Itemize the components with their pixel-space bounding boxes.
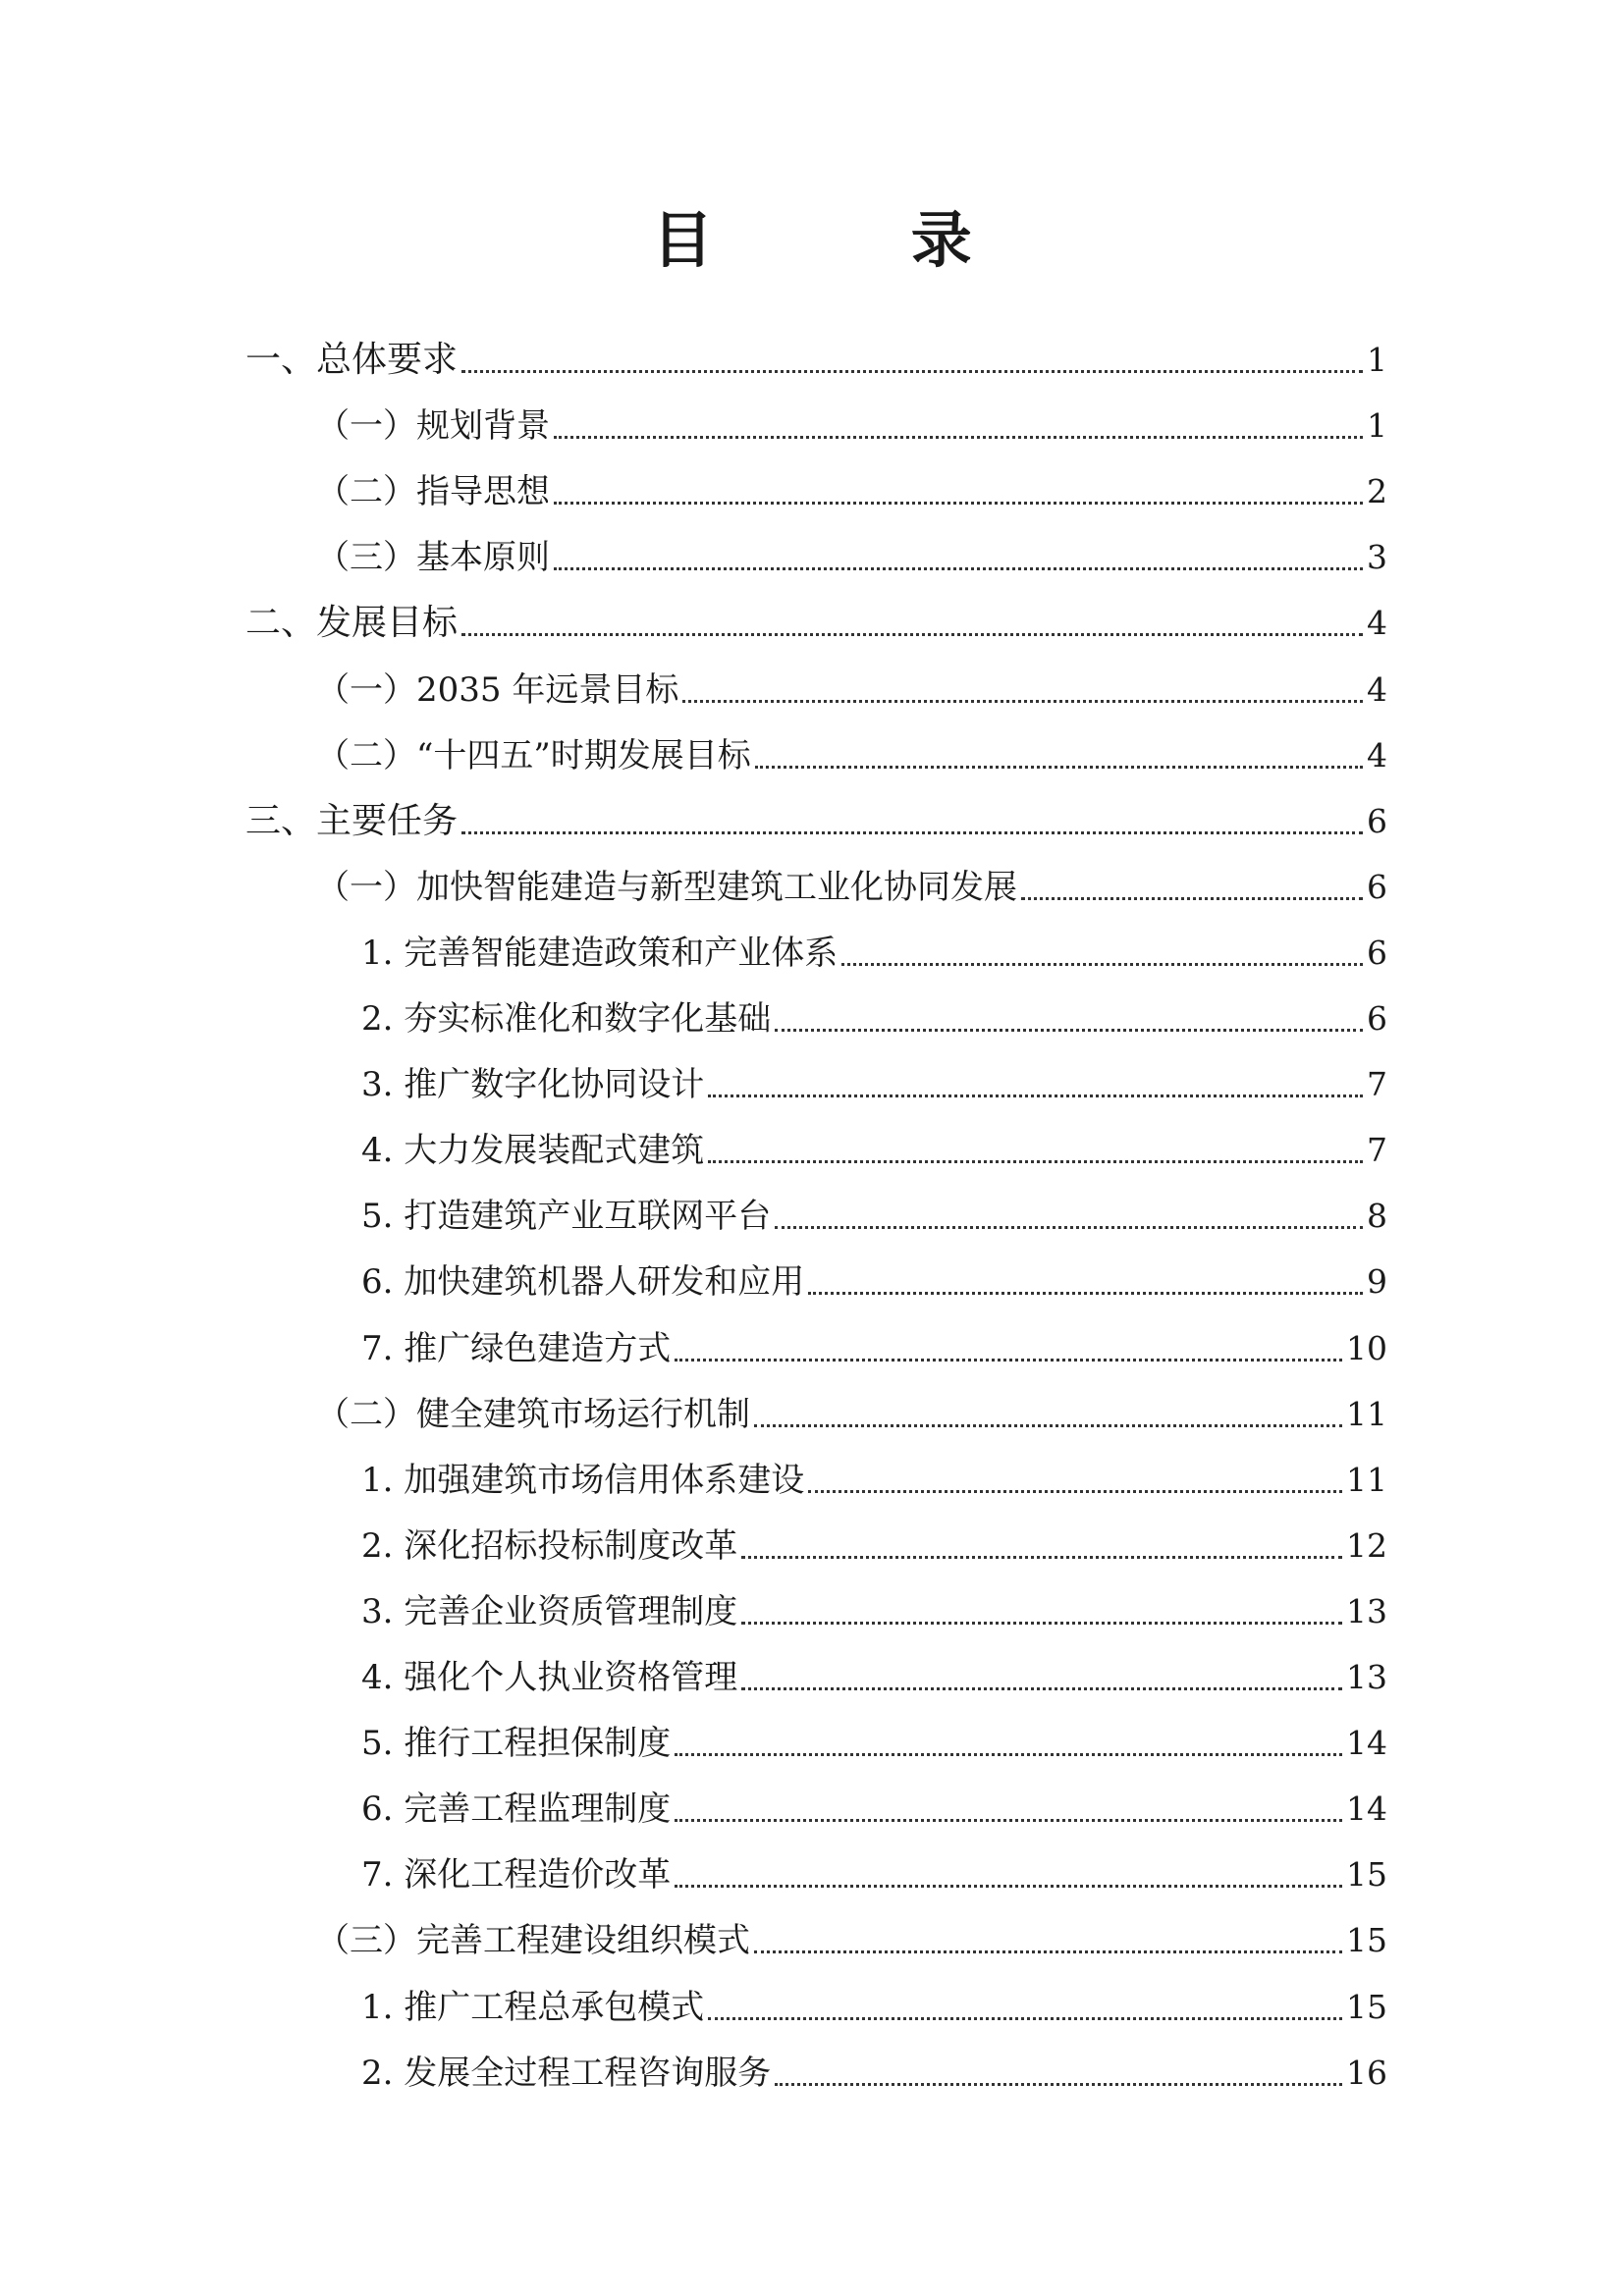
toc-entry[interactable] bbox=[361, 1060, 1387, 1109]
toc-entry-label: （二）健全建筑市场运行机制 bbox=[316, 1394, 750, 1434]
toc-entry-label: 三、主要任务 bbox=[245, 800, 459, 841]
toc-entry[interactable] bbox=[316, 731, 1387, 780]
toc-entry[interactable] bbox=[361, 1785, 1387, 1834]
toc-entry-label: 2. 发展全过程工程咨询服务 bbox=[361, 2053, 772, 2093]
toc-page-number: 1 bbox=[1367, 341, 1387, 379]
toc-page-number: 7 bbox=[1367, 1131, 1387, 1170]
toc-entry-label: 2. 深化招标投标制度改革 bbox=[361, 1525, 738, 1566]
toc-dot-leader bbox=[675, 1752, 1342, 1756]
toc-page-number: 7 bbox=[1367, 1065, 1387, 1104]
toc-entry[interactable] bbox=[361, 1983, 1387, 2032]
toc-entry[interactable] bbox=[361, 1324, 1387, 1373]
toc-dot-leader bbox=[682, 699, 1363, 703]
toc-page-number: 6 bbox=[1367, 999, 1387, 1038]
toc-entry-label: 6. 完善工程监理制度 bbox=[361, 1789, 672, 1830]
toc-entry[interactable] bbox=[361, 1126, 1387, 1175]
toc-dot-leader bbox=[675, 1884, 1342, 1888]
toc-entry-label: 3. 推广数字化协同设计 bbox=[361, 1065, 705, 1105]
toc-entry[interactable] bbox=[316, 863, 1387, 912]
toc-entry[interactable] bbox=[361, 1587, 1387, 1636]
toc-page-number: 4 bbox=[1367, 735, 1387, 774]
toc-dot-leader bbox=[554, 566, 1363, 570]
toc-entry-label: 4. 强化个人执业资格管理 bbox=[361, 1658, 738, 1697]
toc-entry[interactable] bbox=[361, 1192, 1387, 1241]
toc-page-number: 12 bbox=[1346, 1525, 1387, 1565]
toc-entry[interactable] bbox=[245, 599, 1387, 648]
toc-entry[interactable] bbox=[316, 1390, 1387, 1439]
toc-entry[interactable] bbox=[245, 797, 1387, 846]
page-title: 目 录 bbox=[652, 204, 1060, 276]
toc-page-number: 15 bbox=[1346, 1987, 1387, 2026]
toc-entry[interactable] bbox=[361, 994, 1387, 1043]
toc-entry[interactable] bbox=[316, 401, 1387, 451]
toc-page-number: 1 bbox=[1367, 406, 1387, 446]
toc-entry-label: （二）指导思想 bbox=[316, 472, 550, 512]
toc-entry-label: 一、总体要求 bbox=[245, 340, 459, 380]
toc-entry-label: （一）规划背景 bbox=[316, 406, 550, 447]
toc-page-number: 9 bbox=[1367, 1262, 1387, 1302]
toc-dot-leader bbox=[741, 1621, 1342, 1625]
toc-page-number: 11 bbox=[1346, 1394, 1387, 1433]
toc-page-number: 13 bbox=[1346, 1591, 1387, 1630]
toc-page-number: 15 bbox=[1346, 1855, 1387, 1895]
toc-page-number: 3 bbox=[1367, 538, 1387, 577]
toc-entry-label: 7. 推广绿色建造方式 bbox=[361, 1328, 672, 1368]
toc-dot-leader bbox=[754, 1949, 1342, 1953]
toc-page-number: 2 bbox=[1367, 472, 1387, 511]
toc-dot-leader bbox=[841, 962, 1363, 966]
toc-entry-label: 二、发展目标 bbox=[245, 603, 459, 644]
toc-entry[interactable] bbox=[361, 2049, 1387, 2098]
toc-entry-label: 7. 深化工程造价改革 bbox=[361, 1855, 672, 1896]
toc-entry-label: 4. 大力发展装配式建筑 bbox=[361, 1131, 705, 1171]
toc-dot-leader bbox=[741, 1686, 1342, 1690]
toc-dot-leader bbox=[741, 1555, 1342, 1559]
toc-entry[interactable] bbox=[361, 1456, 1387, 1505]
toc-entry[interactable] bbox=[361, 1653, 1387, 1702]
toc-entry[interactable] bbox=[361, 1522, 1387, 1571]
toc-entry[interactable] bbox=[316, 666, 1387, 715]
toc-page-number: 6 bbox=[1367, 867, 1387, 906]
toc-entry[interactable] bbox=[361, 1850, 1387, 1899]
toc-dot-leader bbox=[1021, 896, 1363, 900]
toc-dot-leader bbox=[775, 2082, 1342, 2086]
toc-entry-label: 6. 加快建筑机器人研发和应用 bbox=[361, 1262, 805, 1303]
toc-page-number: 14 bbox=[1346, 1789, 1387, 1829]
toc-entry-label: 5. 推行工程担保制度 bbox=[361, 1724, 672, 1764]
toc-dot-leader bbox=[755, 765, 1363, 769]
toc-page-number: 6 bbox=[1367, 933, 1387, 972]
toc-page-number: 14 bbox=[1346, 1724, 1387, 1763]
toc-page-number: 6 bbox=[1367, 801, 1387, 840]
toc-entry-label: （一）2035 年远景目标 bbox=[316, 669, 679, 710]
toc-entry[interactable] bbox=[316, 533, 1387, 582]
toc-entry-label: （一）加快智能建造与新型建筑工业化协同发展 bbox=[316, 867, 1017, 907]
toc-dot-leader bbox=[775, 1028, 1363, 1032]
toc-dot-leader bbox=[708, 1159, 1363, 1163]
toc-entry-label: 5. 打造建筑产业互联网平台 bbox=[361, 1197, 772, 1237]
toc-dot-leader bbox=[675, 1358, 1342, 1362]
toc-page-number: 4 bbox=[1367, 669, 1387, 709]
toc-entry-label: 1. 完善智能建造政策和产业体系 bbox=[361, 933, 839, 973]
toc-entry-label: 1. 推广工程总承包模式 bbox=[361, 1987, 705, 2027]
toc-page-number: 4 bbox=[1367, 604, 1387, 643]
toc-page-number: 13 bbox=[1346, 1658, 1387, 1696]
toc-entry[interactable] bbox=[245, 336, 1387, 385]
toc-dot-leader bbox=[554, 435, 1363, 439]
toc-entry[interactable] bbox=[361, 929, 1387, 978]
toc-entry-label: 1. 加强建筑市场信用体系建设 bbox=[361, 1460, 805, 1500]
toc-entry-label: （二）“十四五”时期发展目标 bbox=[316, 735, 751, 775]
toc-dot-leader bbox=[808, 1489, 1342, 1493]
toc-dot-leader bbox=[461, 632, 1363, 636]
toc-entry-label: （三）完善工程建设组织模式 bbox=[316, 1921, 750, 1961]
toc-dot-leader bbox=[775, 1225, 1363, 1229]
toc-dot-leader bbox=[708, 2016, 1342, 2020]
toc-dot-leader bbox=[461, 369, 1363, 373]
toc-dot-leader bbox=[754, 1423, 1342, 1427]
toc-dot-leader bbox=[461, 830, 1363, 834]
toc-page-number: 8 bbox=[1367, 1197, 1387, 1236]
toc-entry[interactable] bbox=[316, 1916, 1387, 1965]
toc-entry-label: 2. 夯实标准化和数字化基础 bbox=[361, 999, 772, 1039]
toc-page-number: 16 bbox=[1346, 2053, 1387, 2092]
toc-entry[interactable] bbox=[361, 1719, 1387, 1768]
toc-dot-leader bbox=[554, 501, 1363, 505]
toc-entry-label: （三）基本原则 bbox=[316, 538, 550, 578]
toc-entry[interactable] bbox=[316, 467, 1387, 516]
toc-dot-leader bbox=[808, 1291, 1363, 1295]
toc-entry[interactable] bbox=[361, 1257, 1387, 1307]
toc-page-number: 11 bbox=[1346, 1460, 1387, 1499]
toc-dot-leader bbox=[708, 1094, 1363, 1097]
toc-page-number: 10 bbox=[1346, 1328, 1387, 1367]
toc-entry-label: 3. 完善企业资质管理制度 bbox=[361, 1591, 738, 1631]
toc-page-number: 15 bbox=[1346, 1921, 1387, 1960]
toc-dot-leader bbox=[675, 1818, 1342, 1822]
